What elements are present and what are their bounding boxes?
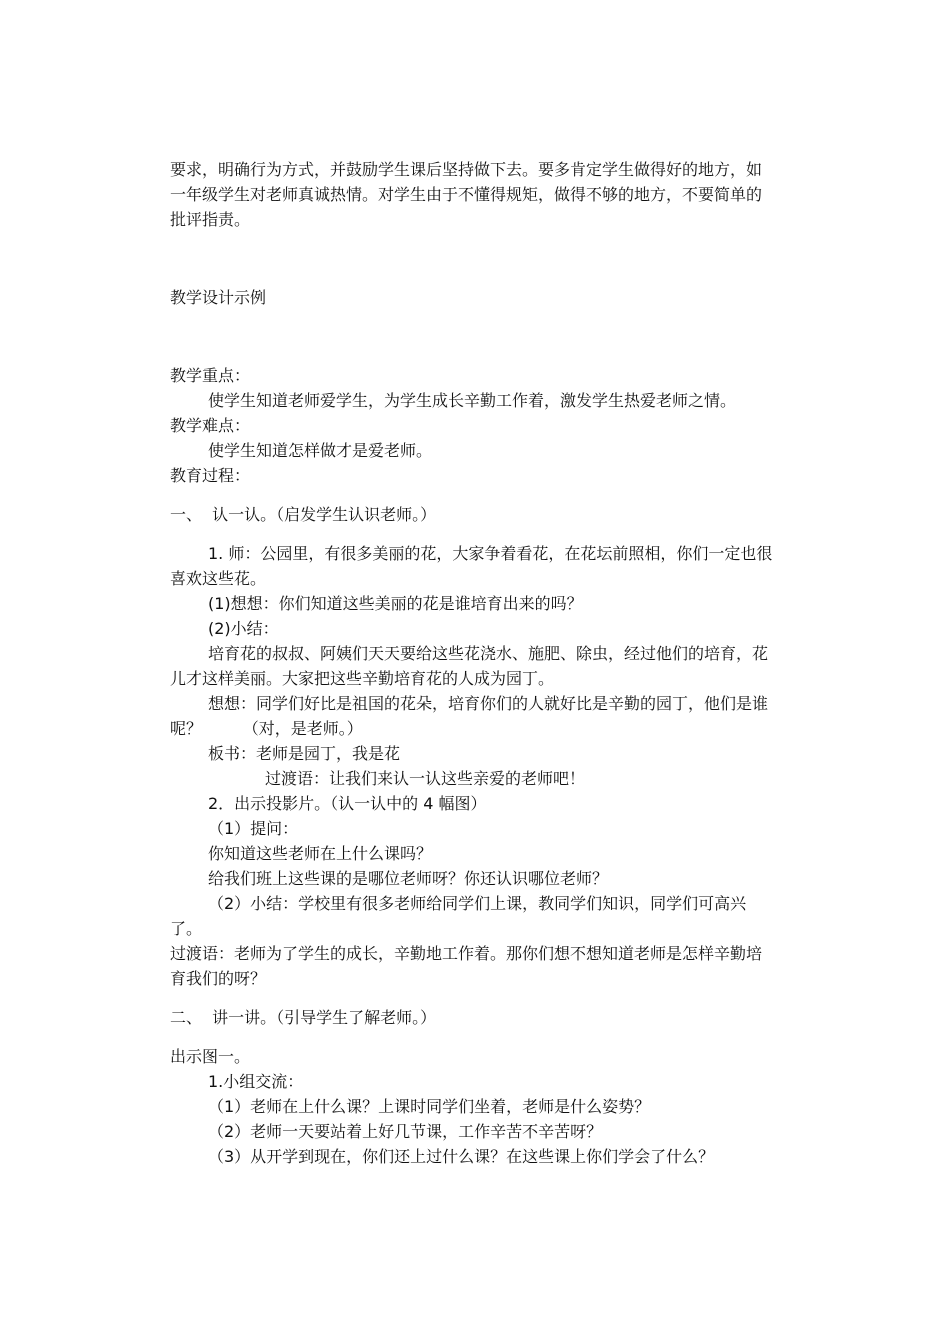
spacer <box>170 488 776 502</box>
document-body <box>170 157 776 1169</box>
spacer <box>170 232 776 285</box>
part1-line: 板书：老师是园丁，我是花 <box>208 744 401 763</box>
part1-line: 过渡语：老师为了学生的成长，辛勤地工作着。那你们想不想知道老师是怎样辛勤培育我们的呀？ <box>170 944 763 988</box>
part1-line: 2．出示投影片。（认一认中的 4 幅图） <box>208 794 487 813</box>
part1-line: (1)想想：你们知道这些美丽的花是谁培育出来的吗？ <box>208 594 583 613</box>
part1-line: 过渡语：让我们来认一认这些亲爱的老师吧！ <box>265 769 586 788</box>
part1-line: 想想：同学们好比是祖国的花朵，培育你们的人就好比是辛勤的园丁，他们是谁呢？ （对，是老师。） <box>170 694 769 738</box>
part1-line: （1）提问： <box>208 819 299 838</box>
part1-line: (2)小结： <box>208 619 279 638</box>
part1-line: 1. 师：公园里，有很多美丽的花，大家争着看花，在花坛前照相，你们一定也很喜欢这些花。 <box>170 544 773 588</box>
intro-paragraph: 要求，明确行为方式，并鼓励学生课后坚持做下去。要多肯定学生做得好的地方，如一年级学生对老师真诚热情。对学生由于不懂得规矩，做得不够的地方，不要简单的批评指责。 <box>170 160 763 229</box>
spacer <box>170 1030 776 1044</box>
key-points-text: 使学生知道老师爱学生，为学生成长辛勤工作着，激发学生热爱老师之情。 <box>208 391 737 410</box>
spacer <box>170 527 776 541</box>
difficulty-label: 教学难点： <box>170 416 251 435</box>
part2-line: （1）老师在上什么课？上课时同学们坐着，老师是什么姿势？ <box>208 1097 651 1116</box>
part2-heading: 二、 讲一讲。（引导学生了解老师。） <box>170 1008 437 1027</box>
part1-line: 给我们班上这些课的是哪位老师呀？你还认识哪位老师？ <box>208 869 609 888</box>
part1-heading: 一、 认一认。（启发学生认识老师。） <box>170 505 437 524</box>
key-points-label: 教学重点： <box>170 366 251 385</box>
spacer <box>170 310 776 363</box>
part2-line: （3）从开学到现在，你们还上过什么课？在这些课上你们学会了什么？ <box>208 1147 715 1166</box>
spacer <box>170 991 776 1005</box>
process-label: 教育过程： <box>170 466 251 485</box>
part1-line: 你知道这些老师在上什么课吗？ <box>208 844 433 863</box>
part2-line: 1.小组交流： <box>208 1072 304 1091</box>
difficulty-text: 使学生知道怎样做才是爱老师。 <box>208 441 433 460</box>
section-title: 教学设计示例 <box>170 288 267 307</box>
part1-line: （2）小结：学校里有很多老师给同学们上课，教同学们知识，同学们可高兴了。 <box>170 894 747 938</box>
part2-line: （2）老师一天要站着上好几节课，工作辛苦不辛苦呀？ <box>208 1122 603 1141</box>
part2-line: 出示图一。 <box>170 1047 251 1066</box>
part1-line: 培育花的叔叔、阿姨们天天要给这些花浇水、施肥、除虫，经过他们的培育，花儿才这样美丽。大家把这些辛勤培育花的人成为园丁。 <box>170 644 769 688</box>
